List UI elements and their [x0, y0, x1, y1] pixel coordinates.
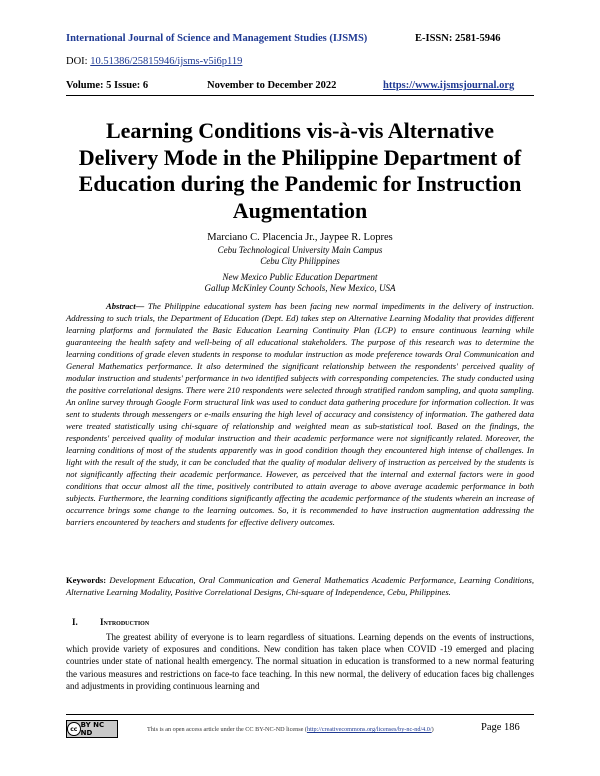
abstract-text: The Philippine educational system has been facing new normal impediments in the delivery of instruction. Addressing to such trials, the Department of Education (Dept. Ed) takes step on Alternative Learning Modality that provides different learning platforms and formulated the Basic Education Learning Continuity Plan (LCP) to ensure continuous learning while guaranteeing the health safety and well-being of all educational stakeholders. The purpose of this research was to determine the learning conditions of grade eleven students in response to modular instruction as mode preference towards Oral Communication and General Mathematics performance. It also determined the significant relationship between the respondents' perceived quality of modular instruction and students' performance in two identified subjects with corresponding competencies. The study conducted using the positive correlational designs. There were 210 respondents were selected through stratified random sampling, and quota sampling. An online survey through Google Form structural link was used to conduct data gathering procedure for information collection. It was sent to students through messengers or e-mails ensuring the high level of accuracy and consistency of information. The gathered data were treated statistically using chi-square of relationship and weighted mean as sub-statistical tool. Based on the findings, the respondents' perceived quality of modular instruction and their academic performance were not significantly related. Moreover, the learning conditions of most of the students apparently was in good condition though they encountered high intense of challenges. In light with the result of the study, it can be concluded that the quality of modular delivery of instruction as perceived by the students is not significantly affecting their academic performance. However, as perceived that the internal and external factors were in good conditions that occur almost all the time, positively contributed to attain average to above average academic performance in both subjects. Furthermore, the learning conditions significantly affecting the academic performance of the students wherein an increase of occurrence brings some change to the learning outcomes. So, it is recommended to have instruction augmentation addressing the barriers encountered by teachers and students for effective delivery outcomes.	[66, 301, 535, 527]
page-number: Page 186	[481, 722, 520, 733]
keywords-label: Keywords:	[66, 575, 107, 585]
doi-line	[66, 56, 242, 67]
license-text: This is an open access article under the CC BY-NC-ND license (	[147, 726, 307, 733]
cc-badge-text: BY NC ND	[80, 721, 105, 737]
eissn: E-ISSN: 2581-5946	[415, 33, 501, 44]
volume-issue: Volume: 5 Issue: 6	[66, 80, 149, 91]
affiliation-line: Cebu Technological University Main Campus	[217, 245, 383, 255]
license-notice	[147, 726, 434, 733]
affiliation-line: Gallup McKinley County Schools, New Mexico, USA	[204, 283, 396, 293]
publication-period: November to December 2022	[207, 80, 337, 91]
authors: Marciano C. Placencia Jr., Jaypee R. Lopres	[207, 232, 393, 243]
affiliation-line: Cebu City Philippines	[260, 256, 340, 266]
affiliation-line: New Mexico Public Education Department	[222, 272, 378, 282]
doi-label: DOI:	[66, 56, 88, 67]
journal-name: International Journal of Science and Management Studies (IJSMS)	[66, 33, 368, 44]
section-heading	[72, 617, 149, 627]
license-link[interactable]: http://creativecommons.org/licenses/by-nc-nd/4.0/	[306, 726, 432, 733]
journal-website-link[interactable]: https://www.ijsmsjournal.org	[383, 80, 515, 91]
abstract-label: Abstract—	[106, 301, 145, 311]
footer-divider	[66, 714, 534, 715]
section-number: I.	[72, 617, 78, 627]
abstract	[66, 300, 534, 528]
header-divider	[66, 95, 534, 96]
cc-icon: cc	[67, 722, 81, 736]
section-title: Introduction	[100, 617, 150, 627]
license-close: )	[431, 726, 434, 733]
paper-title: Learning Conditions vis-à-vis Alternative Delivery Mode in the Philippine Department of Education during the Pandemic for Instruction Augmentation	[78, 118, 522, 223]
introduction-paragraph: The greatest ability of everyone is to learn regardless of situations. Learning depends on the events of instructions, which provide variety of exposures and conditions. New condition has taken place when COVID -19 emerged and placing countries under state of national health emergency. The normal situation in education is transformed to a new normal featuring the various measures and restrictions on face-to face teaching. In this new normal, the delivery of education faces big challenges and adjustments in providing continuous learning and	[66, 632, 534, 691]
keywords-text: Development Education, Oral Communication and General Mathematics Academic Performance, Learning Conditions, Alternative Learning Modality, Positive Correlational Designs, Chi-square of Independence, Cebu, Philippines.	[66, 575, 534, 597]
doi-link[interactable]: 10.51386/25815946/ijsms-v5i6p119	[90, 56, 243, 67]
cc-license-badge[interactable]	[66, 720, 118, 738]
keywords	[66, 574, 534, 598]
